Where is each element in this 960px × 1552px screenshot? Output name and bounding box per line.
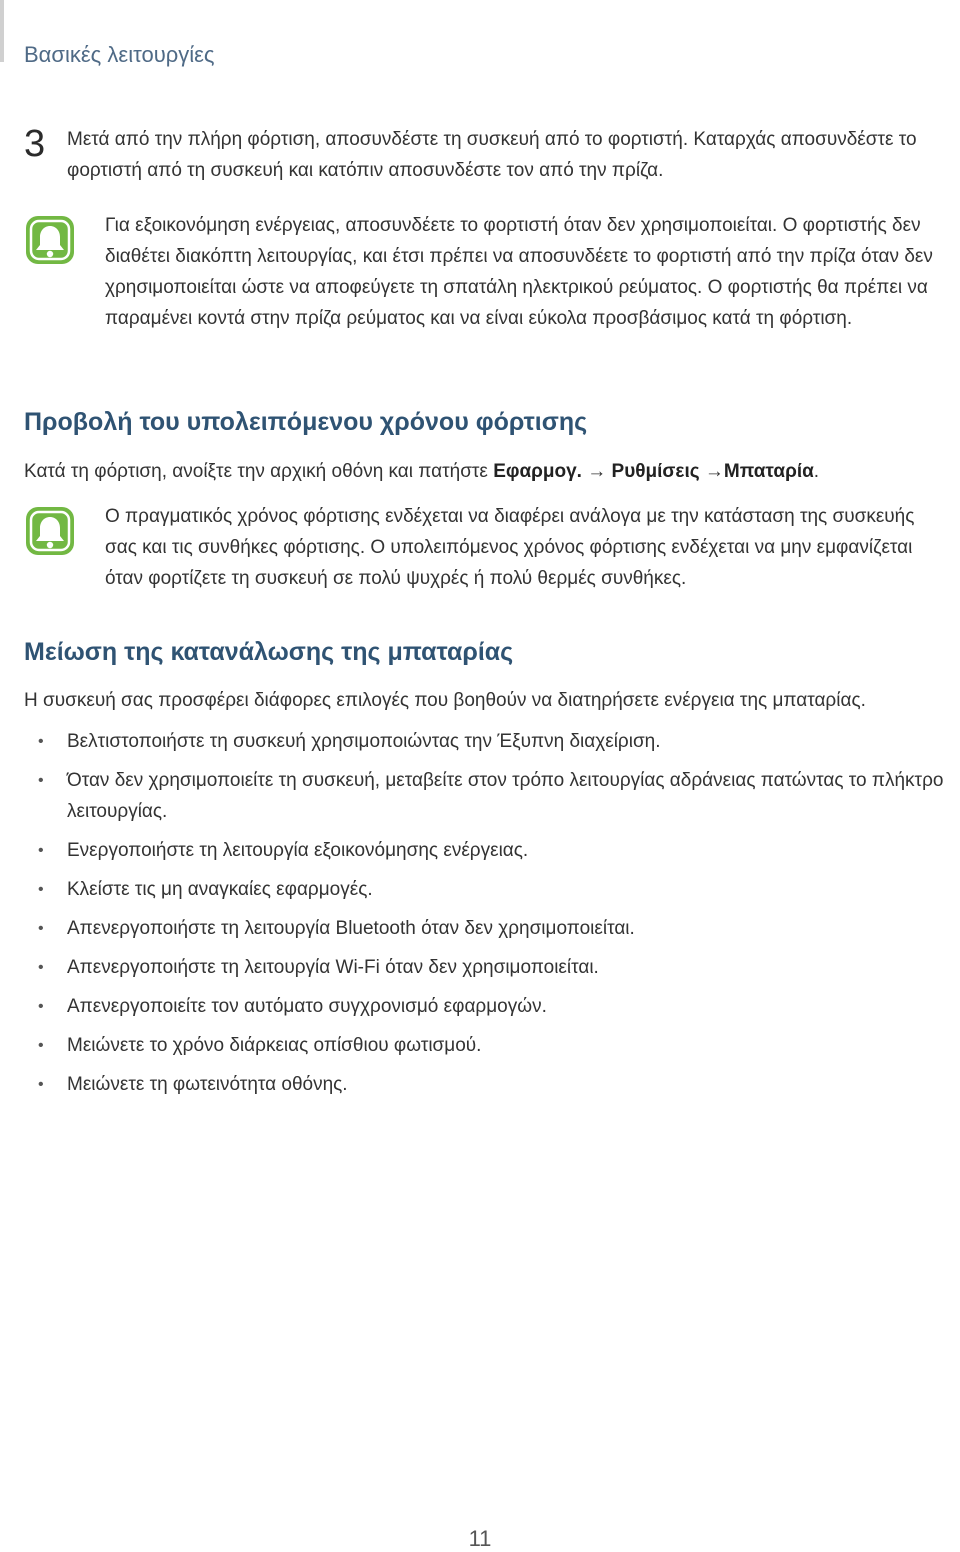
bullet: • xyxy=(38,1037,44,1054)
battery-tips-list xyxy=(24,726,944,1108)
list-item: • Ενεργοποιήστε τη λειτουργία εξοικονόμησης ενέργειας. xyxy=(24,835,944,866)
list-item: • Κλείστε τις μη αναγκαίες εφαρμογές. xyxy=(24,874,944,905)
note-text: Ο πραγματικός χρόνος φόρτισης ενδέχεται να διαφέρει ανάλογα με την κατάσταση της συσκευής σας και τις συνθήκες φόρτισης. Ο υπολειπόμενος χρόνος φόρτισης ενδέχεται να μην εμφανίζεται όταν φορτίζετε τη συσκευή σε πολύ ψυχρές ή πολύ θερμές συνθήκες. xyxy=(105,506,915,589)
step-text: Μετά από την πλήρη φόρτιση, αποσυνδέστε τη συσκευή από το φορτιστή. Καταρχάς αποσυνδέστε το φορτιστή από τη συσκευή και κατόπιν αποσυνδέστε τον από την πρίζα. xyxy=(67,129,917,181)
list-item: • Μειώνετε το χρόνο διάρκειας οπίσθιου φωτισμού. xyxy=(24,1030,944,1061)
remaining-time-instructions xyxy=(24,456,944,487)
section-title-remaining-time: Προβολή του υπολειπόμενου χρόνου φόρτισης xyxy=(24,408,588,436)
step-3 xyxy=(24,124,944,186)
note-charging-time xyxy=(24,501,944,594)
instruction-end: . xyxy=(813,461,820,482)
notification-bell-icon xyxy=(24,505,76,557)
bullet: • xyxy=(38,772,44,789)
notification-bell-icon xyxy=(24,214,76,266)
bullet: • xyxy=(38,959,44,976)
list-item: • Απενεργοποιήστε τη λειτουργία Wi-Fi όταν δεν χρησιμοποιείται. xyxy=(24,952,944,983)
list-item: • Όταν δεν χρησιμοποιείτε τη συσκευή, μεταβείτε στον τρόπο λειτουργίας αδράνειας πατώντας το πλήκτρο λειτουργίας. xyxy=(24,765,944,827)
menu-path-apps: Εφαρμογ. xyxy=(493,461,582,482)
battery-saving-intro: Η συσκευή σας προσφέρει διάφορες επιλογές που βοηθούν να διατηρήσετε ενέργεια της μπαταρίας. xyxy=(24,690,866,711)
list-item: • Απενεργοποιήστε τη λειτουργία Bluetooth όταν δεν χρησιμοποιείται. xyxy=(24,913,944,944)
instruction-text: Κατά τη φόρτιση, ανοίξτε την αρχική οθόνη και πατήστε xyxy=(24,461,488,482)
menu-path-settings: Ρυθμίσεις xyxy=(611,461,700,482)
note-text: Για εξοικονόμηση ενέργειας, αποσυνδέετε το φορτιστή όταν δεν χρησιμοποιείται. Ο φορτιστής δεν διαθέτει διακόπτη λειτουργίας, και έτσι πρέπει να αποσυνδέετε το φορτιστή από την πρίζα όταν δεν χρησιμοποιείται ώστε να αποφεύγετε τη σπατάλη ηλεκτρικού ρεύματος. Ο φορτιστής θα πρέπει να παραμένει κοντά στην πρίζα ρεύματος και να είναι εύκολα προσβάσιμος κατά τη φόρτιση. xyxy=(105,215,933,329)
page-edge-rule xyxy=(0,0,4,62)
menu-path-battery: Μπαταρία xyxy=(723,461,814,482)
list-item: • Απενεργοποιείτε τον αυτόματο συγχρονισμό εφαρμογών. xyxy=(24,991,944,1022)
arrow-right-icon: → xyxy=(704,461,724,482)
bullet: • xyxy=(38,998,44,1015)
note-charger-energy xyxy=(24,210,944,334)
page-header: Βασικές λειτουργίες xyxy=(24,42,215,67)
list-item: • Μειώνετε τη φωτεινότητα οθόνης. xyxy=(24,1069,944,1100)
section-title-battery-saving: Μείωση της κατανάλωσης της μπαταρίας xyxy=(24,638,514,666)
bullet: • xyxy=(38,920,44,937)
page-number: 11 xyxy=(468,1526,492,1551)
arrow-right-icon: → xyxy=(587,461,607,482)
bullet: • xyxy=(38,881,44,898)
list-item: • Βελτιστοποιήστε τη συσκευή χρησιμοποιώντας την Έξυπνη διαχείριση. xyxy=(24,726,944,757)
bullet: • xyxy=(38,733,44,750)
bullet: • xyxy=(38,1076,44,1093)
bullet: • xyxy=(38,842,44,859)
step-number: 3 xyxy=(24,123,46,165)
